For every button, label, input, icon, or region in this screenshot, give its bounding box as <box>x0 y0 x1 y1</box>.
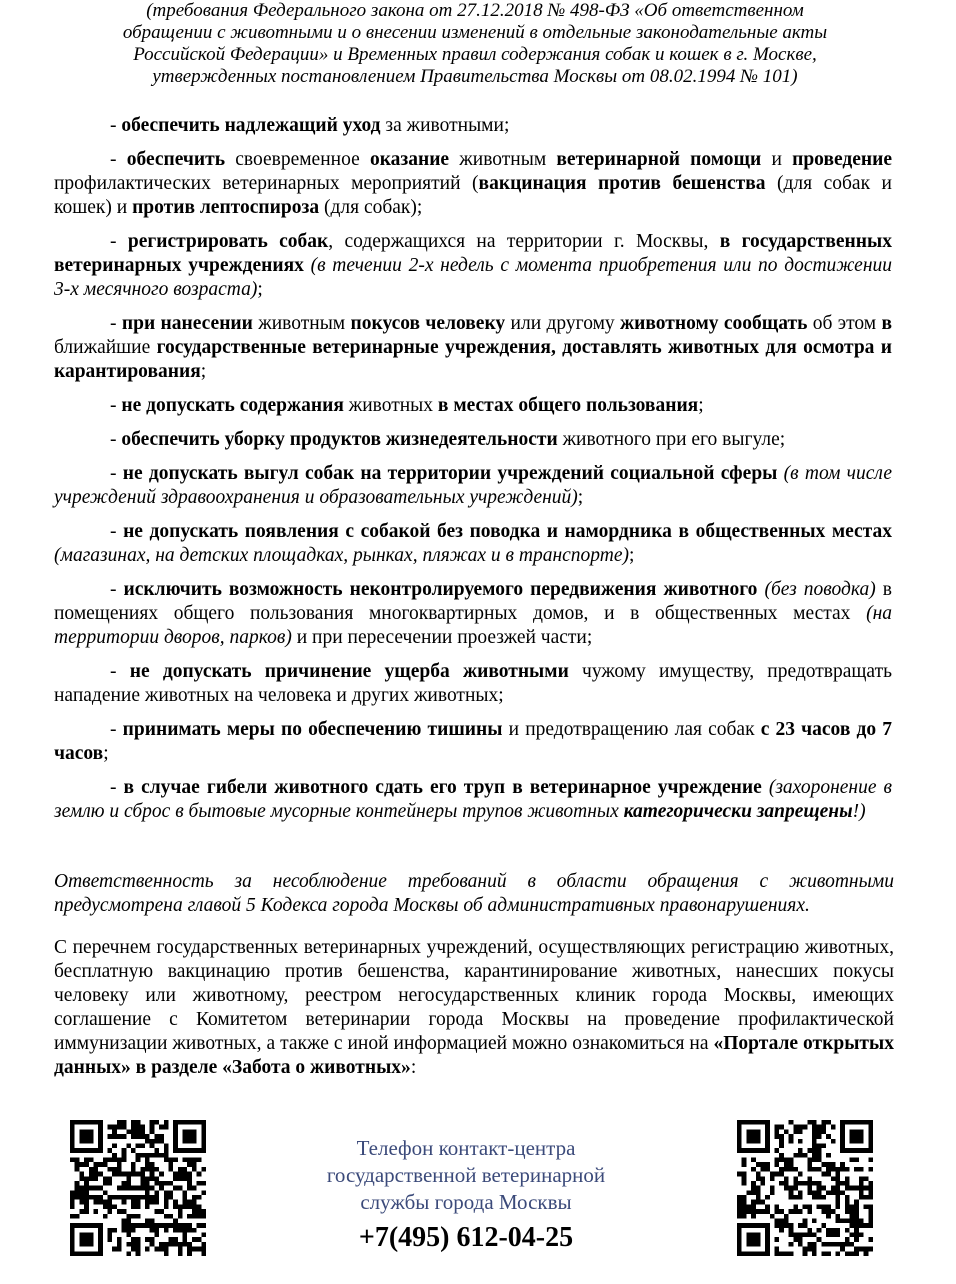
contact-line: государственной ветеринарной <box>326 1163 606 1187</box>
item-text: в <box>881 313 893 334</box>
qr-code-left[interactable] <box>70 1120 206 1256</box>
item-text: животного при его выгуле; <box>557 429 786 450</box>
item-text: регистрировать собак <box>127 231 329 252</box>
item-text <box>762 777 769 798</box>
item-text: - <box>110 463 123 484</box>
item-text: - <box>110 149 127 170</box>
requirements-list <box>54 114 892 834</box>
contact-center-block <box>290 1135 642 1256</box>
item-text: животных <box>343 395 438 416</box>
item-text: в помещениях общего пользования многоквартирных домов, и в общественных местах <box>54 579 892 624</box>
item-text: не допускать причинение ущерба животными <box>129 661 569 682</box>
item-text: - <box>110 661 130 682</box>
item-text: чужому имуществу, предотвращать нападение животных на человека и других животных; <box>54 661 892 706</box>
item-text: принимать меры по обеспечению тишины <box>122 719 503 740</box>
item-text: - <box>110 719 123 740</box>
item-text: государственные ветеринарные учреждения, доставлять животных для осмотра и карантирования <box>54 337 893 382</box>
info-end: : <box>410 1057 417 1078</box>
qr-code-right[interactable] <box>737 1120 873 1256</box>
item-text: за животными; <box>380 115 510 136</box>
item-text: и при пересечении проезжей части; <box>291 627 593 648</box>
item-text: !) <box>852 801 866 822</box>
item-text: не допускать выгул собак на территории учреждений социальной сферы <box>122 463 778 484</box>
info-paragraph <box>54 936 894 1080</box>
contact-phone[interactable]: +7(495) 612-04-25 <box>358 1222 574 1253</box>
item-text: - <box>110 231 128 252</box>
portal-link-text: «Портале открытых данных» в разделе «Забота о животных» <box>54 1033 894 1078</box>
liability-note: Ответственность за несоблюдение требований в области обращения с животными предусмотрена главой 5 Кодекса города Москвы об административных правонарушениях. <box>54 871 894 916</box>
item-text: животным <box>449 149 557 170</box>
list-item <box>54 114 892 138</box>
item-text: вакцинация против бешенства <box>478 173 766 194</box>
list-item <box>54 776 892 824</box>
item-text: в государственных ветеринарных учреждениях <box>54 231 892 276</box>
header-line: обращении с животными и о внесении изменений в отдельные законодательные акты <box>122 22 828 43</box>
item-text: против лептоспироза <box>132 197 320 218</box>
item-text: ветеринарной помощи <box>556 149 762 170</box>
contact-line: службы города Москвы <box>360 1190 572 1214</box>
item-text: , содержащихся на территории г. Москвы, <box>328 231 720 252</box>
item-text: (в том числе учреждений здравоохранения и образовательных учреждений) <box>54 463 893 508</box>
list-item <box>54 520 892 568</box>
item-text: ; <box>577 487 584 508</box>
info-text: С перечнем государственных ветеринарных учреждений, осуществляющих регистрацию животных, бесплатную вакцинацию против бешенства, карантинирование животных, нанесших покусы человеку или животному, реестром негосударственных клиник города Москвы, имеющих соглашение с Комитетом ветеринарии города Москвы на проведение профилактической иммунизации животных, а также с иной информацией можно ознакомиться на <box>54 937 894 1054</box>
item-text: своевременное <box>225 149 370 170</box>
header-line: (требования Федерального закона от 27.12.2018 № 498-ФЗ «Об ответственном <box>146 0 804 21</box>
list-item <box>54 660 892 708</box>
item-text: в случае гибели животного сдать его труп в ветеринарное учреждение <box>123 777 762 798</box>
item-text: обеспечить уборку продуктов жизнедеятельности <box>121 429 558 450</box>
item-text: обеспечить надлежащий уход <box>121 115 381 136</box>
list-item <box>54 394 892 418</box>
header-line: утвержденных постановлением Правительства Москвы от 08.02.1994 № 101) <box>152 66 798 87</box>
item-text: (захоронение в землю и сброс в бытовые мусорные контейнеры трупов животных <box>54 777 892 822</box>
item-text: ; <box>629 545 635 566</box>
item-text: животным <box>252 313 351 334</box>
item-text: категорически запрещены <box>623 801 853 822</box>
item-text: - <box>110 115 122 136</box>
item-text: профилактических ветеринарных мероприятий ( <box>54 173 479 194</box>
list-item <box>54 230 892 302</box>
item-text: при нанесении <box>121 313 253 334</box>
item-text: ; <box>257 279 263 300</box>
item-text: с 23 часов до 7 часов <box>54 719 892 764</box>
footer <box>0 1110 956 1284</box>
item-text: оказание <box>369 149 450 170</box>
list-item <box>54 462 892 510</box>
header-line: Российской Федерации» и Временных правил содержания собак и кошек в г. Москве, <box>133 44 817 65</box>
list-item <box>54 312 892 384</box>
item-text: в местах общего пользования <box>437 395 699 416</box>
item-text: об этом <box>807 313 882 334</box>
item-text: - <box>110 429 122 450</box>
item-text: обеспечить <box>126 149 226 170</box>
item-text <box>304 255 311 276</box>
item-text: покусов человеку <box>350 313 506 334</box>
document-header <box>55 0 895 88</box>
item-text: не допускать содержания <box>121 395 344 416</box>
list-item <box>54 148 892 220</box>
list-item <box>54 578 892 650</box>
item-text: (для собак и кошек) и <box>54 173 892 218</box>
list-item <box>54 718 892 766</box>
item-text: и предотвращению лая собак <box>502 719 761 740</box>
item-text: и <box>761 149 793 170</box>
item-text: (без поводка) <box>764 579 876 600</box>
item-text: (в течении 2-х недель с момента приобретения или по достижении 3-х месячного возраста) <box>54 255 893 300</box>
item-text: ближайшие <box>54 337 157 358</box>
item-text: (на территории дворов, парков) <box>54 603 892 648</box>
item-text: - <box>110 579 124 600</box>
item-text: ; <box>103 743 109 764</box>
item-text: - <box>110 777 124 798</box>
item-text: исключить возможность неконтролируемого передвижения животного <box>123 579 758 600</box>
item-text: не допускать появления с собакой без поводка и намордника в общественных местах <box>123 521 892 542</box>
item-text: ; <box>698 395 704 416</box>
item-text: ; <box>200 361 207 382</box>
item-text: - <box>110 313 122 334</box>
list-item <box>54 428 892 452</box>
item-text: (для собак); <box>319 197 423 218</box>
item-text: животному сообщать <box>620 313 808 334</box>
item-text: проведение <box>792 149 893 170</box>
item-text: - <box>110 395 122 416</box>
item-text: или другому <box>505 313 621 334</box>
item-text: - <box>110 521 124 542</box>
contact-line: Телефон контакт-центра <box>356 1136 576 1160</box>
item-text: (магазинах, на детских площадках, рынках, пляжах и в транспорте) <box>54 545 630 566</box>
